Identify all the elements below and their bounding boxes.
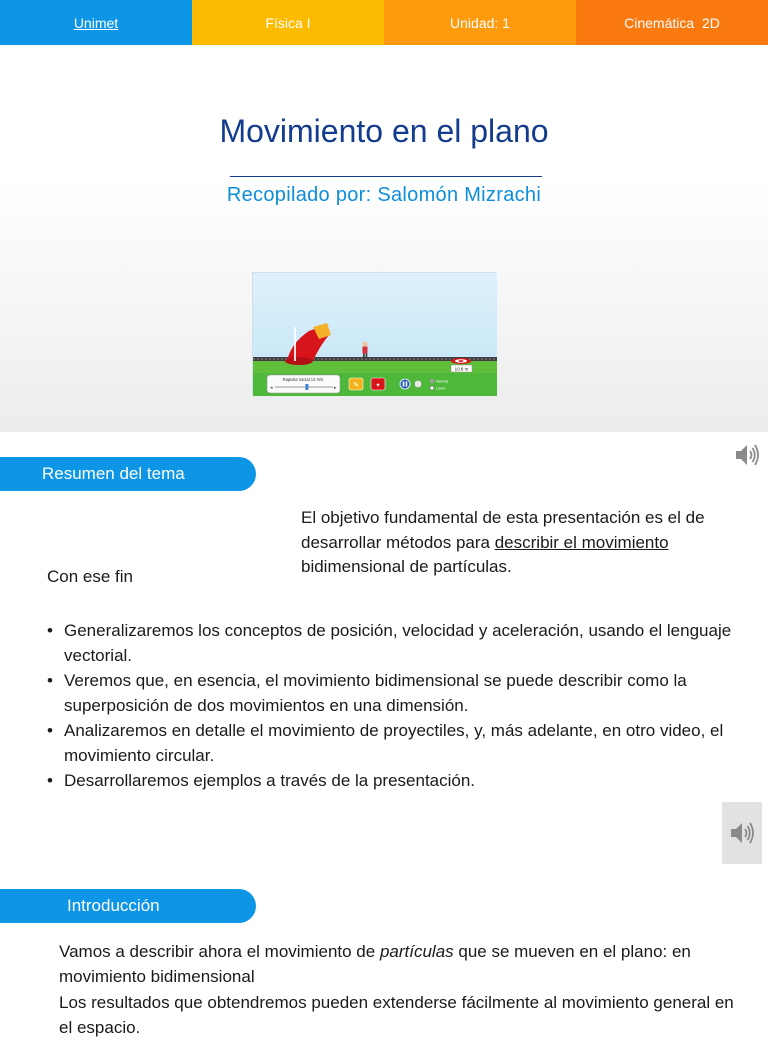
title-slide — [0, 45, 768, 432]
slider-left-arrow-icon[interactable]: ◂ — [270, 385, 273, 391]
nav-item-unidad[interactable] — [384, 0, 576, 45]
target-icon — [451, 358, 471, 364]
objective-text-start: El objetivo fundamental de esta presentación es el de desarrollar métodos para — [301, 508, 705, 552]
radio-lento-label: Lento — [436, 386, 446, 391]
speed-slider-thumb[interactable] — [305, 384, 308, 390]
simulation-graphic — [253, 273, 497, 396]
top-nav-bar — [0, 0, 768, 45]
nav-label-cinematica: Cinemática 2D — [624, 14, 720, 31]
nav-item-cinematica[interactable] — [576, 0, 768, 45]
audio-button[interactable] — [722, 802, 762, 864]
projectile-simulation-image — [252, 272, 496, 395]
list-item: • Generalizaremos los conceptos de posición, velocidad y aceleración, usando el lenguaje vectorial. — [47, 618, 757, 668]
pause-icon — [403, 382, 405, 387]
intro-paragraph-2: Los resultados que obtendremos pueden extenderse fácilmente al movimiento general en el espacio. — [59, 993, 734, 1037]
list-item: • Desarrollaremos ejemplos a través de la presentación. — [47, 768, 757, 793]
list-item: • Analizaremos en detalle el movimiento de proyectiles, y, más adelante, en otro video, el movimiento circular. — [47, 718, 757, 768]
nav-item-fisica[interactable] — [192, 0, 384, 45]
nav-item-unimet[interactable] — [0, 0, 192, 45]
pause-button[interactable] — [400, 379, 410, 389]
speaker-icon — [728, 819, 756, 847]
intro-section — [59, 939, 749, 1041]
speed-label: Rapidez inicial 13 m/s — [282, 377, 324, 382]
title-divider — [230, 176, 542, 177]
distance-label: 10.8 m — [454, 366, 469, 372]
sky — [253, 273, 497, 359]
intro-emphasis: partículas — [379, 942, 454, 961]
objective-text-end: bidimensional de partículas. — [301, 557, 512, 576]
nav-label-unidad: Unidad: 1 — [450, 14, 510, 31]
section-heading-resumen: Resumen del tema — [0, 457, 256, 491]
radio-normal-label: Normal — [436, 379, 449, 384]
speaker-icon[interactable] — [733, 441, 761, 469]
intro-text-start: Vamos a describir ahora el movimiento de — [59, 942, 380, 961]
intro-text-end: que se mueven en el plano: en movimiento bidimensional — [59, 942, 691, 986]
nav-label-unimet[interactable]: Unimet — [73, 14, 119, 31]
intro-paragraph-1 — [59, 939, 749, 989]
objective-paragraph — [301, 506, 721, 580]
section-heading-introduccion: Introducción — [0, 889, 256, 923]
list-item: • Veremos que, en esencia, el movimiento bidimensional se puede describir como la superposición de dos movimientos en una dimensión. — [47, 668, 757, 718]
step-button[interactable] — [415, 381, 422, 388]
slide-subtitle: Recopilado por: Salomón Mizrachi — [226, 184, 542, 206]
nav-label-fisica: Física I — [265, 14, 311, 31]
objective-underlined: describir el movimiento — [494, 532, 669, 552]
fire-icon: ✦ — [375, 382, 381, 389]
summary-bullet-list — [47, 618, 757, 793]
slider-right-arrow-icon[interactable]: ▸ — [334, 385, 337, 391]
eraser-icon: ✎ — [353, 381, 359, 389]
slide-title: Movimiento en el plano — [219, 113, 549, 149]
lead-text: Con ese fin — [47, 567, 133, 586]
radio-lento[interactable] — [430, 386, 434, 390]
